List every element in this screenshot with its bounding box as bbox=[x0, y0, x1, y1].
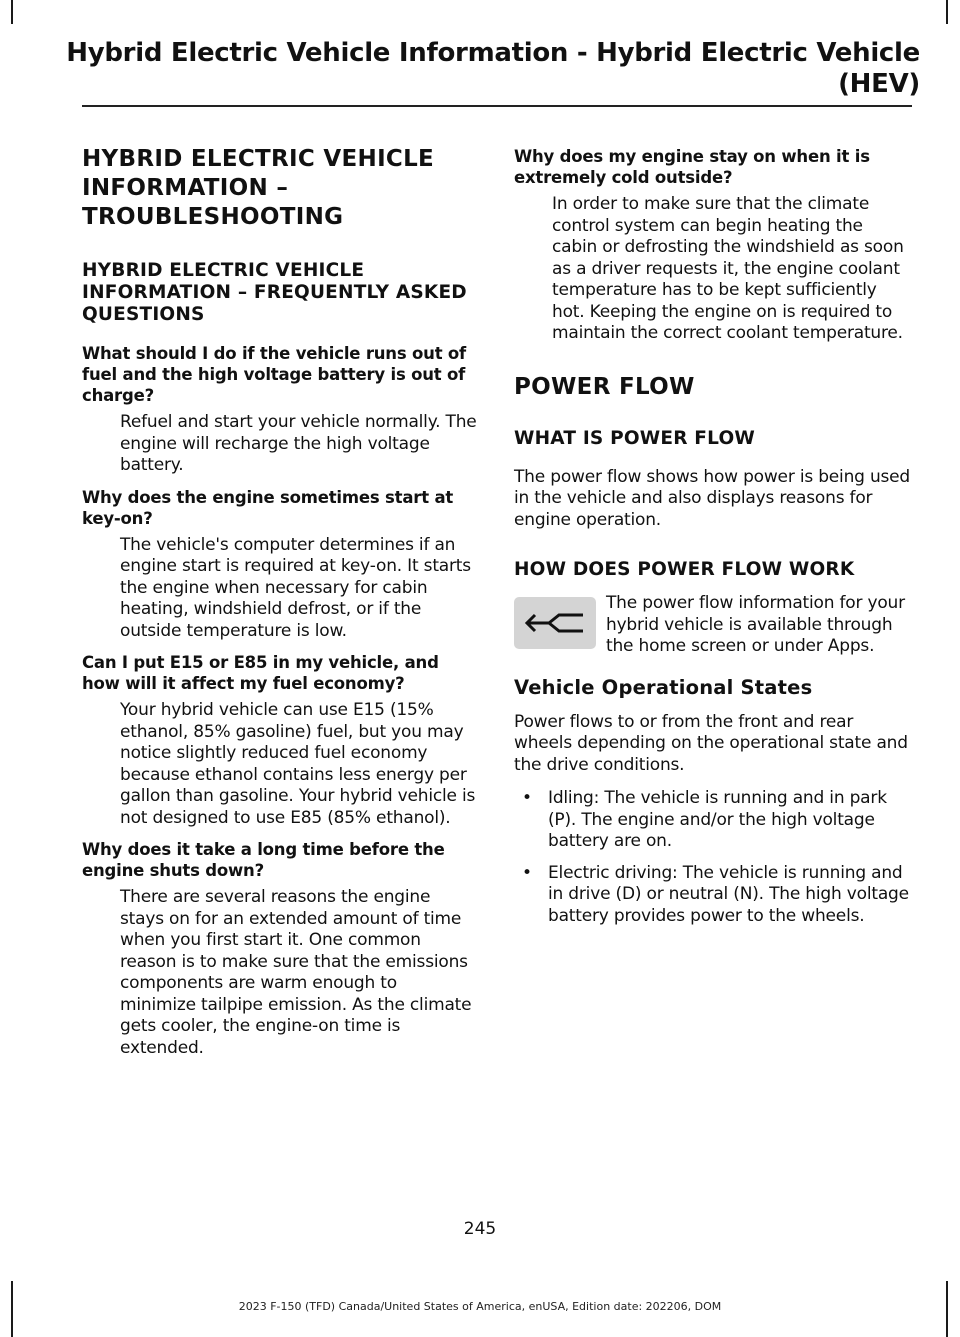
page-header-title: Hybrid Electric Vehicle Information - Hybrid Electric Vehicle (HEV) bbox=[66, 38, 920, 99]
list-item bbox=[514, 788, 912, 853]
bullet-marker: • bbox=[522, 862, 532, 883]
left-column bbox=[82, 145, 477, 1069]
faq-question: Can I put E15 or E85 in my vehicle, and how will it affect my fuel economy? bbox=[82, 653, 439, 693]
operational-states-heading: Vehicle Operational States bbox=[514, 675, 813, 699]
faq-answer: The vehicle's computer determines if an engine start is required at key-on. It starts the engine when necessary for cabin heating, windshield defrost, or if the outside temperature is low. bbox=[120, 534, 471, 641]
right-column bbox=[514, 146, 912, 937]
faq-question: Why does it take a long time before the engine shuts down? bbox=[82, 840, 445, 880]
operational-states-text: Power flows to or from the front and rear wheels depending on the operational state and the drive conditions. bbox=[514, 711, 908, 775]
faq-answer: There are several reasons the engine stays on for an extended amount of time when you first start it. One common reason is to make sure that the emissions components are warm enough to minimize tailpipe emission. As the climate gets cooler, the engine-on time is extended. bbox=[120, 887, 472, 1058]
faq-answer: Your hybrid vehicle can use E15 (15% ethanol, 85% gasoline) fuel, but you may notice slightly reduced fuel economy because ethanol contains less energy per gallon than gasoline. Your hybrid vehicle is not designed to use E85 (85% ethanol). bbox=[120, 700, 476, 828]
header-divider bbox=[82, 105, 912, 107]
section-title: HYBRID ELECTRIC VEHICLE INFORMATION – TROUBLESHOOTING bbox=[82, 146, 435, 230]
what-is-power-flow-heading: WHAT IS POWER FLOW bbox=[514, 427, 755, 449]
page-footer: 2023 F-150 (TFD) Canada/United States of America, enUSA, Edition date: 202206, DOM bbox=[238, 1300, 722, 1313]
crop-mark bbox=[11, 0, 13, 24]
faq-question: Why does the engine sometimes start at key-on? bbox=[82, 487, 454, 528]
page-number: 245 bbox=[463, 1219, 497, 1239]
crop-mark bbox=[946, 0, 948, 24]
operational-states-list bbox=[514, 788, 912, 927]
power-flow-title: POWER FLOW bbox=[514, 373, 695, 400]
power-flow-info bbox=[514, 593, 912, 658]
faq-answer: Refuel and start your vehicle normally. The engine will recharge the high voltage battery. bbox=[120, 412, 477, 475]
faq-question: Why does my engine stay on when it is extremely cold outside? bbox=[514, 147, 870, 187]
what-is-power-flow-text: The power flow shows how power is being used in the vehicle and also displays reasons for engine operation. bbox=[514, 466, 911, 530]
faq-heading: HYBRID ELECTRIC VEHICLE INFORMATION – FREQUENTLY ASKED QUESTIONS bbox=[82, 260, 467, 325]
list-item bbox=[514, 863, 912, 928]
power-flow-info-text: The power flow information for your hybrid vehicle is available through the home screen or under Apps. bbox=[606, 593, 905, 656]
faq-question: What should I do if the vehicle runs out of fuel and the high voltage battery is out of charge? bbox=[82, 344, 467, 405]
faq-answer: In order to make sure that the climate control system can begin heating the cabin or defrosting the windshield as soon as a driver requests it, the engine coolant temperature has to be kept sufficiently hot. Keeping the engine on is required to maintain the correct coolant temperature. bbox=[552, 194, 904, 343]
list-item-text: Idling: The vehicle is running and in park (P). The engine and/or the high voltage battery are on. bbox=[548, 788, 887, 851]
bullet-marker: • bbox=[522, 788, 532, 808]
how-power-flow-works-heading: HOW DOES POWER FLOW WORK bbox=[514, 559, 855, 580]
list-item-text: Electric driving: The vehicle is running and in drive (D) or neutral (N). The high voltage battery provides power to the wheels. bbox=[548, 862, 909, 926]
power-flow-icon bbox=[514, 597, 596, 649]
